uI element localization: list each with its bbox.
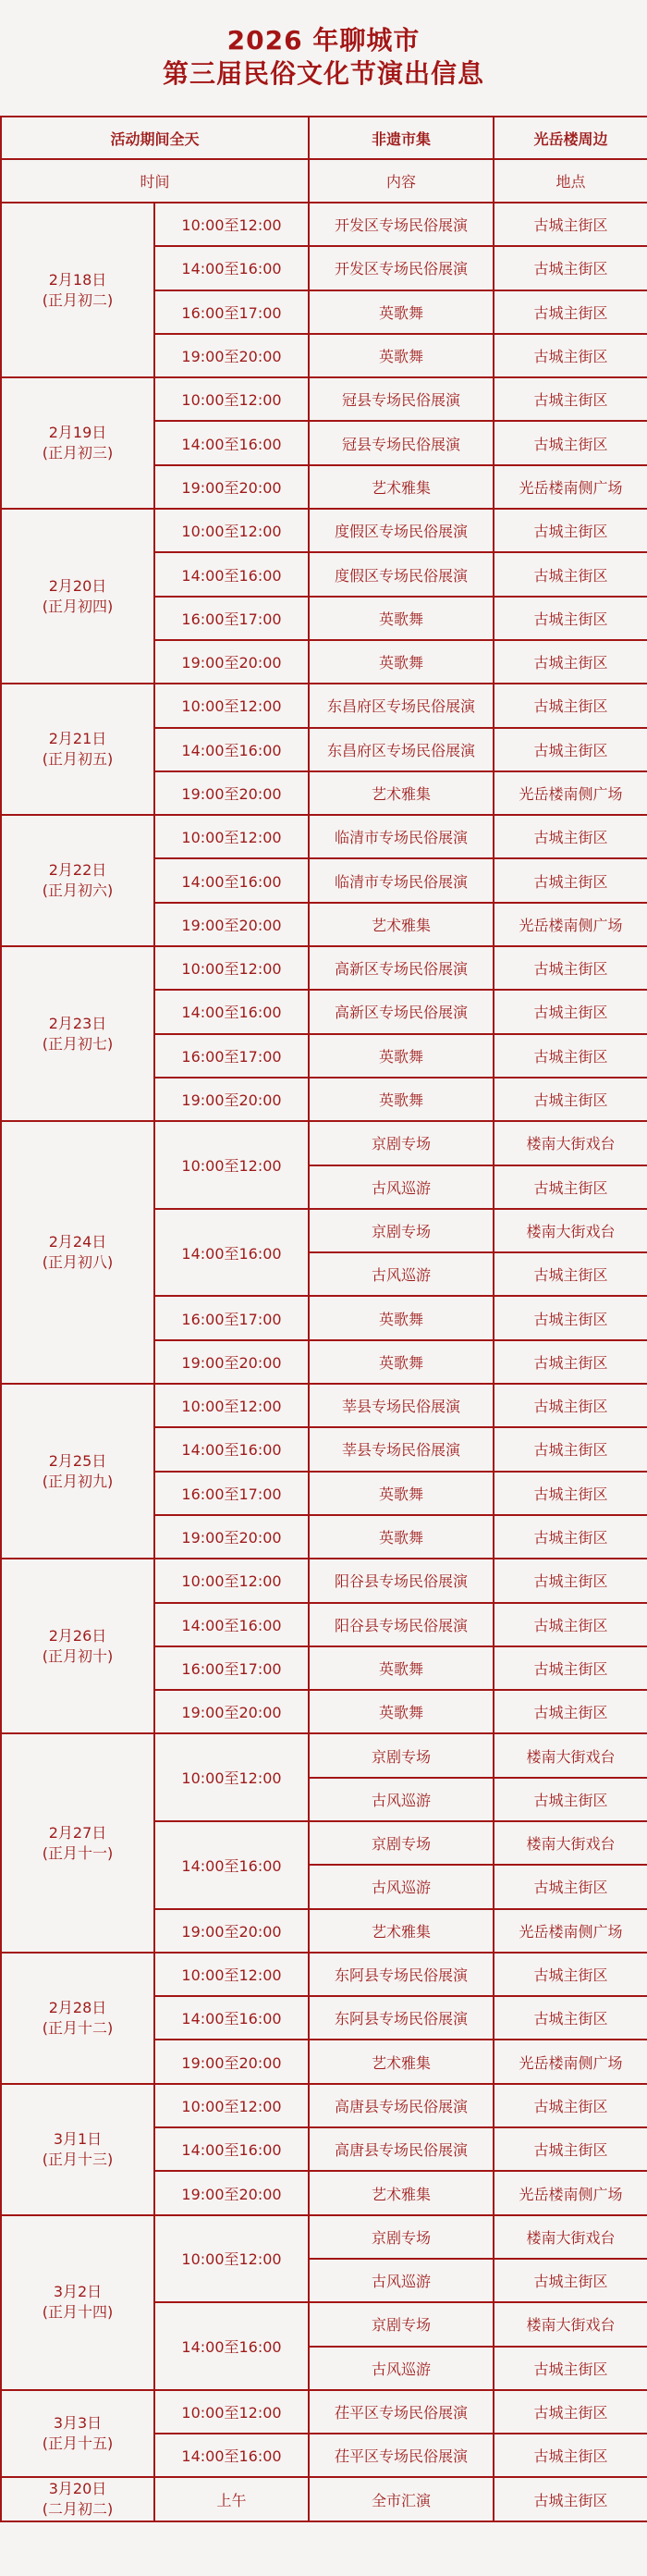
lunar-date-label: (正月初二)	[42, 290, 114, 309]
content-cell: 京剧专场	[309, 1209, 494, 1252]
time-cell: 19:00至20:00	[154, 1909, 309, 1953]
subheader-row	[1, 159, 647, 203]
date-cell	[1, 684, 154, 815]
content-cell: 艺术雅集	[309, 903, 494, 946]
place-cell: 古城主街区	[494, 946, 647, 990]
content-cell: 阳谷县专场民俗展演	[309, 1559, 494, 1602]
table-row	[1, 1559, 647, 1602]
content-cell: 莘县专场民俗展演	[309, 1427, 494, 1471]
content-cell: 艺术雅集	[309, 1909, 494, 1953]
content-cell: 英歌舞	[309, 1340, 494, 1384]
table-row	[1, 2390, 647, 2434]
table-row	[1, 1384, 647, 1427]
place-cell: 古城主街区	[494, 334, 647, 377]
time-cell: 10:00至12:00	[154, 2390, 309, 2434]
content-cell: 冠县专场民俗展演	[309, 377, 494, 421]
content-cell: 英歌舞	[309, 1078, 494, 1121]
table-row	[1, 1121, 647, 1165]
time-cell: 19:00至20:00	[154, 465, 309, 509]
content-cell: 古风巡游	[309, 1252, 494, 1296]
place-cell: 古城主街区	[494, 1953, 647, 1996]
date-label: 2月25日	[48, 1451, 107, 1470]
table-row	[1, 2477, 647, 2521]
time-cell: 10:00至12:00	[154, 2084, 309, 2127]
content-cell: 高唐县专场民俗展演	[309, 2127, 494, 2171]
place-cell: 光岳楼南侧广场	[494, 903, 647, 946]
time-cell: 10:00至12:00	[154, 1733, 309, 1821]
time-cell: 14:00至16:00	[154, 2302, 309, 2390]
content-cell: 开发区专场民俗展演	[309, 246, 494, 290]
lunar-date-label: (正月十二)	[42, 2018, 114, 2037]
content-cell: 京剧专场	[309, 1733, 494, 1777]
date-cell	[1, 1733, 154, 1952]
time-cell: 10:00至12:00	[154, 1953, 309, 1996]
table-row	[1, 203, 647, 246]
place-cell: 古城主街区	[494, 1778, 647, 1821]
table-row	[1, 1953, 647, 1996]
date-cell	[1, 2390, 154, 2478]
time-cell: 10:00至12:00	[154, 1384, 309, 1427]
content-cell: 全市汇演	[309, 2477, 494, 2521]
table-row	[1, 2084, 647, 2127]
lunar-date-label: (正月初七)	[42, 1034, 114, 1053]
date-label: 2月24日	[48, 1233, 107, 1251]
content-cell: 艺术雅集	[309, 771, 494, 815]
date-cell	[1, 2477, 154, 2521]
place-cell: 古城主街区	[494, 509, 647, 552]
content-cell: 英歌舞	[309, 334, 494, 377]
content-cell: 英歌舞	[309, 1034, 494, 1078]
place-cell: 楼南大街戏台	[494, 1821, 647, 1865]
place-cell: 古城主街区	[494, 2084, 647, 2127]
time-cell: 16:00至17:00	[154, 597, 309, 640]
place-cell: 古城主街区	[494, 1165, 647, 1209]
content-cell: 艺术雅集	[309, 465, 494, 509]
date-label: 2月21日	[48, 730, 107, 748]
table-row	[1, 946, 647, 990]
time-cell: 14:00至16:00	[154, 552, 309, 596]
time-cell: 14:00至16:00	[154, 2434, 309, 2477]
date-cell	[1, 203, 154, 377]
content-cell: 度假区专场民俗展演	[309, 552, 494, 596]
place-cell: 光岳楼南侧广场	[494, 1909, 647, 1953]
time-cell: 19:00至20:00	[154, 2171, 309, 2214]
time-cell: 14:00至16:00	[154, 246, 309, 290]
content-cell: 东昌府区专场民俗展演	[309, 728, 494, 771]
date-cell	[1, 946, 154, 1121]
place-cell: 楼南大街戏台	[494, 1733, 647, 1777]
content-cell: 古风巡游	[309, 1865, 494, 1908]
content-cell: 冠县专场民俗展演	[309, 421, 494, 464]
date-cell	[1, 2084, 154, 2215]
time-cell: 14:00至16:00	[154, 990, 309, 1033]
place-cell: 古城主街区	[494, 815, 647, 858]
place-cell: 古城主街区	[494, 1252, 647, 1296]
content-cell: 京剧专场	[309, 1121, 494, 1165]
place-cell: 古城主街区	[494, 1427, 647, 1471]
time-cell: 19:00至20:00	[154, 334, 309, 377]
content-cell: 东阿县专场民俗展演	[309, 1996, 494, 2040]
table-row	[1, 377, 647, 421]
place-cell: 古城主街区	[494, 2390, 647, 2434]
place-cell: 古城主街区	[494, 1296, 647, 1339]
lunar-date-label: (正月初三)	[42, 444, 114, 462]
date-cell	[1, 377, 154, 509]
content-cell: 艺术雅集	[309, 2040, 494, 2083]
header-area: 光岳楼周边	[494, 117, 647, 159]
time-cell: 10:00至12:00	[154, 1559, 309, 1602]
time-cell: 19:00至20:00	[154, 903, 309, 946]
content-cell: 茌平区专场民俗展演	[309, 2390, 494, 2434]
table-row	[1, 2215, 647, 2259]
schedule-table-body	[1, 117, 647, 2521]
content-cell: 高新区专场民俗展演	[309, 946, 494, 990]
content-cell: 开发区专场民俗展演	[309, 203, 494, 246]
place-cell: 古城主街区	[494, 1865, 647, 1908]
place-cell: 古城主街区	[494, 1646, 647, 1690]
place-cell: 古城主街区	[494, 2434, 647, 2477]
date-label: 2月26日	[48, 1626, 107, 1645]
content-cell: 古风巡游	[309, 1778, 494, 1821]
content-cell: 古风巡游	[309, 2347, 494, 2390]
date-cell	[1, 815, 154, 946]
time-cell: 19:00至20:00	[154, 1340, 309, 1384]
place-cell: 楼南大街戏台	[494, 2302, 647, 2346]
time-cell: 14:00至16:00	[154, 1821, 309, 1909]
schedule-table	[0, 116, 647, 2522]
place-cell: 楼南大街戏台	[494, 1209, 647, 1252]
content-cell: 英歌舞	[309, 1690, 494, 1733]
content-cell: 东昌府区专场民俗展演	[309, 684, 494, 727]
time-cell: 14:00至16:00	[154, 1427, 309, 1471]
date-cell	[1, 509, 154, 684]
lunar-date-label: (正月初八)	[42, 1253, 114, 1272]
time-cell: 19:00至20:00	[154, 771, 309, 815]
place-cell: 古城主街区	[494, 858, 647, 902]
lunar-date-label: (正月十三)	[42, 2150, 114, 2168]
time-cell: 14:00至16:00	[154, 858, 309, 902]
time-cell: 16:00至17:00	[154, 1646, 309, 1690]
content-cell: 东阿县专场民俗展演	[309, 1953, 494, 1996]
content-cell: 英歌舞	[309, 640, 494, 684]
content-cell: 京剧专场	[309, 2215, 494, 2259]
content-cell: 英歌舞	[309, 1472, 494, 1515]
content-cell: 临清市专场民俗展演	[309, 858, 494, 902]
place-cell: 古城主街区	[494, 2259, 647, 2302]
time-cell: 10:00至12:00	[154, 946, 309, 990]
place-cell: 古城主街区	[494, 728, 647, 771]
header-market: 非遗市集	[309, 117, 494, 159]
place-cell: 古城主街区	[494, 1340, 647, 1384]
time-cell: 上午	[154, 2477, 309, 2521]
time-cell: 10:00至12:00	[154, 684, 309, 727]
date-label: 3月3日	[53, 2414, 103, 2433]
date-label: 2月28日	[48, 1998, 107, 2016]
content-cell: 古风巡游	[309, 1165, 494, 1209]
time-cell: 19:00至20:00	[154, 640, 309, 684]
page-title-line1: 2026 年聊城市	[226, 25, 421, 55]
content-cell: 京剧专场	[309, 1821, 494, 1865]
place-cell: 光岳楼南侧广场	[494, 465, 647, 509]
place-cell: 古城主街区	[494, 377, 647, 421]
date-label: 3月20日	[48, 2480, 107, 2498]
content-cell: 阳谷县专场民俗展演	[309, 1603, 494, 1646]
content-cell: 茌平区专场民俗展演	[309, 2434, 494, 2477]
time-cell: 19:00至20:00	[154, 1515, 309, 1559]
time-cell: 16:00至17:00	[154, 1296, 309, 1339]
time-cell: 14:00至16:00	[154, 728, 309, 771]
place-cell: 楼南大街戏台	[494, 1121, 647, 1165]
date-cell	[1, 2215, 154, 2390]
time-cell: 16:00至17:00	[154, 1034, 309, 1078]
lunar-date-label: (正月十五)	[42, 2434, 114, 2453]
place-cell: 古城主街区	[494, 1034, 647, 1078]
place-cell: 古城主街区	[494, 1690, 647, 1733]
time-cell: 14:00至16:00	[154, 2127, 309, 2171]
content-cell: 高唐县专场民俗展演	[309, 2084, 494, 2127]
lunar-date-label: (正月初九)	[42, 1472, 114, 1490]
place-cell: 古城主街区	[494, 640, 647, 684]
time-cell: 10:00至12:00	[154, 509, 309, 552]
place-cell: 古城主街区	[494, 2127, 647, 2171]
place-cell: 古城主街区	[494, 290, 647, 334]
header-all-day: 活动期间全天	[1, 117, 309, 159]
place-cell: 古城主街区	[494, 421, 647, 464]
time-cell: 14:00至16:00	[154, 1209, 309, 1297]
place-cell: 古城主街区	[494, 1603, 647, 1646]
table-row	[1, 815, 647, 858]
page-title-line2: 第三届民俗文化节演出信息	[162, 58, 484, 89]
table-row	[1, 509, 647, 552]
time-cell: 16:00至17:00	[154, 1472, 309, 1515]
content-cell: 英歌舞	[309, 290, 494, 334]
time-cell: 10:00至12:00	[154, 2215, 309, 2303]
place-cell: 古城主街区	[494, 990, 647, 1033]
lunar-date-label: (正月初五)	[42, 750, 114, 769]
place-cell: 古城主街区	[494, 1559, 647, 1602]
date-label: 3月2日	[53, 2283, 103, 2301]
place-cell: 古城主街区	[494, 1384, 647, 1427]
date-label: 2月19日	[48, 424, 107, 442]
content-cell: 艺术雅集	[309, 2171, 494, 2214]
date-label: 2月22日	[48, 861, 107, 880]
date-cell	[1, 1953, 154, 2084]
place-cell: 古城主街区	[494, 2477, 647, 2521]
place-cell: 古城主街区	[494, 1078, 647, 1121]
time-cell: 19:00至20:00	[154, 2040, 309, 2083]
place-cell: 光岳楼南侧广场	[494, 771, 647, 815]
date-label: 2月27日	[48, 1823, 107, 1842]
place-cell: 楼南大街戏台	[494, 2215, 647, 2259]
date-label: 2月18日	[48, 270, 107, 289]
content-cell: 临清市专场民俗展演	[309, 815, 494, 858]
place-cell: 古城主街区	[494, 1996, 647, 2040]
content-cell: 度假区专场民俗展演	[309, 509, 494, 552]
header-row	[1, 117, 647, 159]
table-row	[1, 1733, 647, 1777]
content-cell: 莘县专场民俗展演	[309, 1384, 494, 1427]
content-cell: 英歌舞	[309, 1646, 494, 1690]
place-cell: 古城主街区	[494, 2347, 647, 2390]
place-cell: 古城主街区	[494, 1515, 647, 1559]
date-label: 3月1日	[53, 2129, 103, 2148]
time-cell: 10:00至12:00	[154, 203, 309, 246]
content-cell: 英歌舞	[309, 597, 494, 640]
time-cell: 19:00至20:00	[154, 1690, 309, 1733]
date-cell	[1, 1384, 154, 1559]
time-cell: 10:00至12:00	[154, 815, 309, 858]
place-cell: 光岳楼南侧广场	[494, 2171, 647, 2214]
time-cell: 14:00至16:00	[154, 1996, 309, 2040]
content-cell: 英歌舞	[309, 1515, 494, 1559]
place-cell: 古城主街区	[494, 684, 647, 727]
time-cell: 10:00至12:00	[154, 1121, 309, 1209]
content-cell: 高新区专场民俗展演	[309, 990, 494, 1033]
lunar-date-label: (二月初二)	[42, 2500, 114, 2519]
time-cell: 14:00至16:00	[154, 1603, 309, 1646]
place-cell: 古城主街区	[494, 203, 647, 246]
date-label: 2月20日	[48, 576, 107, 595]
place-cell: 古城主街区	[494, 597, 647, 640]
place-cell: 古城主街区	[494, 246, 647, 290]
content-cell: 英歌舞	[309, 1296, 494, 1339]
content-cell: 京剧专场	[309, 2302, 494, 2346]
time-cell: 14:00至16:00	[154, 421, 309, 464]
header-place: 地点	[494, 159, 647, 203]
header-time: 时间	[1, 159, 309, 203]
place-cell: 古城主街区	[494, 552, 647, 596]
header-content: 内容	[309, 159, 494, 203]
lunar-date-label: (正月初十)	[42, 1646, 114, 1665]
lunar-date-label: (正月初六)	[42, 881, 114, 900]
place-cell: 古城主街区	[494, 1472, 647, 1515]
place-cell: 光岳楼南侧广场	[494, 2040, 647, 2083]
date-cell	[1, 1559, 154, 1733]
table-row	[1, 684, 647, 727]
time-cell: 10:00至12:00	[154, 377, 309, 421]
content-cell: 古风巡游	[309, 2259, 494, 2302]
lunar-date-label: (正月十一)	[42, 1843, 114, 1862]
lunar-date-label: (正月十四)	[42, 2303, 114, 2322]
lunar-date-label: (正月初四)	[42, 597, 114, 615]
time-cell: 19:00至20:00	[154, 1078, 309, 1121]
date-cell	[1, 1121, 154, 1384]
date-label: 2月23日	[48, 1014, 107, 1032]
time-cell: 16:00至17:00	[154, 290, 309, 334]
